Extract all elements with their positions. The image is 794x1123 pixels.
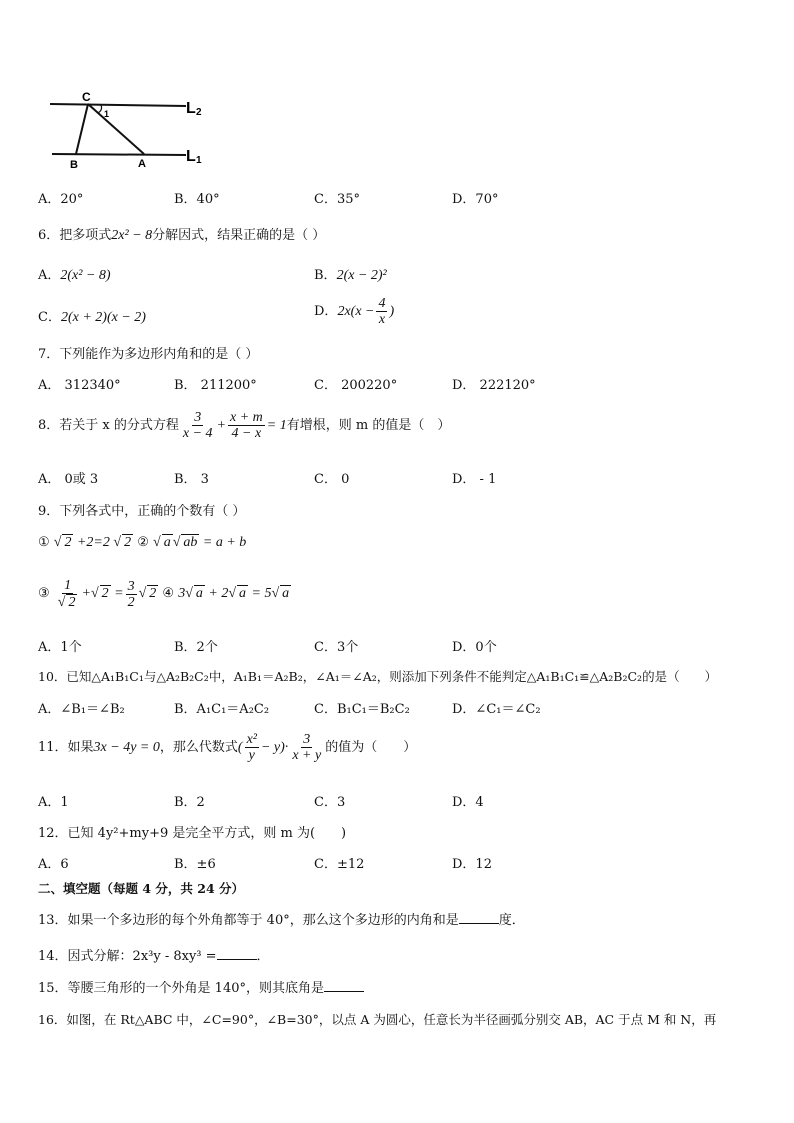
q11-option-a[interactable]: A．1 <box>38 795 69 810</box>
segment-ca <box>88 104 144 154</box>
q13-stem-pre: 13．如果一个多边形的每个外角都等于 40°，那么这个多边形的内角和是 <box>38 913 459 928</box>
q6-option-a-label: A． <box>38 268 61 283</box>
q8-fraction-1-denominator: x − 4 <box>182 426 213 441</box>
q9-item-3-fraction <box>56 578 80 610</box>
q11-minus-y: − y)· <box>260 740 289 755</box>
q8-option-a[interactable]: A． 0或 3 <box>38 472 99 487</box>
q12-stem: 12．已知 4y²+my+9 是完全平方式，则 m 为( ) <box>38 826 347 841</box>
q11-stem-post: 的值为（ ） <box>325 740 417 755</box>
q11-fraction-2-denominator: x + y <box>292 748 322 763</box>
q9-item-1-expr: √ 2 +2=2 √ 2 <box>53 535 132 550</box>
label-angle-1: 1 <box>104 109 110 119</box>
q9-item-3-denominator-radicand: 2 <box>68 595 76 610</box>
q11-fraction-2-numerator: 3 <box>303 732 311 747</box>
q6-option-c-expr: 2(x + 2)(x − 2) <box>60 310 146 325</box>
q14-stem-post: ． <box>256 949 270 964</box>
q14-answer-blank[interactable] <box>217 947 257 960</box>
q6-option-d-fraction <box>376 296 387 327</box>
q9-option-a[interactable]: A．1个 <box>38 640 82 655</box>
q6-option-d-numerator: 4 <box>378 296 386 311</box>
label-c: C <box>82 90 91 104</box>
q9-item-2-rhs: = a + b <box>202 535 247 550</box>
q6-option-d-denominator: x <box>378 312 386 327</box>
geometry-figure <box>40 86 220 174</box>
q15-stem-pre: 15．等腰三角形的一个外角是 140°，则其底角是 <box>38 981 324 996</box>
q11-stem-mid: ，那么代数式 <box>159 740 238 755</box>
q9-item-3-rhs-numerator: 3 <box>127 578 135 594</box>
q10-option-c[interactable]: C．B₁C₁＝B₂C₂ <box>314 702 410 717</box>
q9-stem: 9．下列各式中，正确的个数有（ ） <box>38 504 246 519</box>
q9-item-3-rhs-fraction <box>126 579 137 610</box>
q9-option-c[interactable]: C．3个 <box>314 640 359 655</box>
q9-item-1-middle: +2=2 <box>76 535 110 550</box>
q9-item-4-plus: + 2 <box>208 586 229 602</box>
q8-option-c[interactable]: C． 0 <box>314 472 350 487</box>
q9-item-3-numerator: 1 <box>64 578 72 593</box>
q16-stem: 16．如图，在 Rt△ABC 中，∠C=90°，∠B=30°，以点 A 为圆心，任意长为半径画弧分别交 AB，AC 于点 M 和 N，再 <box>38 1012 717 1027</box>
q8-plus: + <box>216 418 226 433</box>
label-l1-sub: 1 <box>196 155 202 166</box>
q10-option-a[interactable]: A．∠B₁＝∠B₂ <box>38 702 125 717</box>
q6-option-b-expr: 2(x − 2)² <box>336 268 387 283</box>
segment-cb <box>76 104 88 154</box>
q9-item-4-expr: 3√ a + 2√ a = 5√ a <box>178 586 290 602</box>
q8-stem <box>38 410 450 441</box>
q11-condition: 3x − 4y = 0 <box>93 740 160 755</box>
q8-equals: = 1 <box>266 418 287 433</box>
q6-polynomial: 2x² − 8 <box>111 228 153 243</box>
q6-option-b-label: B． <box>314 268 337 283</box>
q8-fraction-2-numerator: x + m <box>230 410 263 425</box>
q5-option-d[interactable]: D．70° <box>452 192 499 207</box>
q8-stem-post: 有增根，则 m 的值是（ ） <box>286 418 451 433</box>
q9-item-3-rhs-denominator: 2 <box>127 594 135 610</box>
q9-item-4-equals: = 5 <box>251 586 272 602</box>
q6-option-d[interactable] <box>314 296 394 327</box>
q5-option-b[interactable]: B．40° <box>174 192 220 207</box>
q14-stem <box>38 945 270 964</box>
q14-stem-pre: 14．因式分解：2x³y - 8xy³ = <box>38 949 217 964</box>
q7-option-b[interactable]: B． 211200° <box>174 378 257 393</box>
q9-item-2-radicand-b: ab <box>183 535 198 550</box>
q9-item-3-expr: $\frac{1}{√ 2}$ +√ 2 = $\frac{3}{2}$ √ 2 <box>57 578 157 610</box>
q8-stem-pre: 8．若关于 x 的分式方程 <box>38 418 179 433</box>
q9-item-4-radicand-2: a <box>239 586 247 602</box>
q6-option-d-post: ) <box>389 304 395 319</box>
q6-stem-post: 分解因式，结果正确的是（ ） <box>152 228 326 243</box>
q11-option-b[interactable]: B．2 <box>174 795 205 810</box>
q11-option-d[interactable]: D．4 <box>452 795 484 810</box>
q11-stem <box>38 732 416 763</box>
section-2-heading: 二、填空题（每题 4 分，共 24 分） <box>38 881 245 896</box>
q6-option-b[interactable] <box>314 264 387 284</box>
q15-stem <box>38 977 364 996</box>
q9-item-1-mark: ① <box>38 535 50 550</box>
q11-fraction-1 <box>245 732 259 763</box>
q9-item-3-rhs-radicand: 2 <box>149 586 157 602</box>
q7-option-d[interactable]: D． 222120° <box>452 378 536 393</box>
q9-item-4-radicand-1: a <box>195 586 203 602</box>
q10-stem: 10．已知△A₁B₁C₁与△A₂B₂C₂中，A₁B₁＝A₂B₂，∠A₁＝∠A₂，则添加下列条件不能判定△A₁B₁C₁≌△A₂B₂C₂的是（ ） <box>38 669 718 684</box>
q12-option-d[interactable]: D．12 <box>452 857 492 872</box>
q9-item-4-radicand-3: a <box>282 586 290 602</box>
q11-stem-pre: 11．如果 <box>38 740 94 755</box>
q9-items-1-2 <box>38 534 246 551</box>
q7-stem: 7．下列能作为多边形内角和的是（ ） <box>38 347 259 362</box>
q9-option-d[interactable]: D．0个 <box>452 640 497 655</box>
line-l2 <box>50 104 186 106</box>
q9-item-1-radicand-a: 2 <box>64 535 72 550</box>
q5-option-c[interactable]: C．35° <box>314 192 360 207</box>
q11-fraction-1-numerator: x² <box>246 732 257 747</box>
q7-option-c[interactable]: C． 200220° <box>314 378 398 393</box>
q13-stem <box>38 909 525 928</box>
q9-option-b[interactable]: B．2个 <box>174 640 218 655</box>
q6-stem <box>38 224 325 244</box>
q6-option-c[interactable] <box>38 306 146 326</box>
q13-answer-blank[interactable] <box>459 911 499 924</box>
q12-option-a[interactable]: A．6 <box>38 857 69 872</box>
q6-stem-pre: 把多项式 <box>59 228 112 243</box>
label-l2: L <box>186 100 196 117</box>
q9-item-3-denominator: √ 2 <box>57 595 76 610</box>
q5-option-a[interactable]: A．20° <box>38 192 84 207</box>
line-l1 <box>52 154 186 155</box>
q9-item-4-mark: ④ <box>162 586 175 602</box>
q11-option-c[interactable]: C．3 <box>314 795 346 810</box>
label-a: A <box>138 158 146 170</box>
q10-option-d[interactable]: D．∠C₁＝∠C₂ <box>452 702 541 717</box>
q12-option-c[interactable]: C．±12 <box>314 857 365 872</box>
q8-fraction-2-denominator: 4 − x <box>231 426 262 441</box>
q8-fraction-2 <box>228 410 265 441</box>
q11-fraction-1-denominator: y <box>248 748 255 763</box>
q9-item-4-coef: 3 <box>178 586 186 602</box>
q9-item-2-radicand-a: a <box>163 535 171 550</box>
q6-number: 6． <box>38 228 60 243</box>
label-l1: L <box>186 148 196 165</box>
q6-option-d-pre: 2x(x − <box>337 304 375 319</box>
label-b: B <box>70 159 78 171</box>
q6-option-c-label: C． <box>38 310 61 325</box>
q9-item-1-radicand-b: 2 <box>124 535 132 550</box>
q9-item-3-equals: = <box>114 586 124 602</box>
q8-option-d[interactable]: D． - 1 <box>452 472 497 487</box>
q9-item-2-mark: ② <box>137 535 149 550</box>
q15-answer-blank[interactable] <box>324 979 364 992</box>
q11-open-paren: ( <box>237 740 243 755</box>
q9-items-3-4 <box>38 578 291 610</box>
q6-option-a-expr: 2(x² − 8) <box>60 268 111 283</box>
q6-option-a[interactable] <box>38 264 111 284</box>
q6-option-d-label: D． <box>314 304 338 319</box>
q9-item-3-radicand: 2 <box>101 586 109 602</box>
q13-stem-post: 度． <box>498 913 525 928</box>
q8-fraction-1-numerator: 3 <box>194 410 202 425</box>
q7-option-a[interactable]: A． 312340° <box>38 378 121 393</box>
q8-fraction-1 <box>181 410 215 441</box>
q9-item-3-mark: ③ <box>38 586 50 602</box>
angle-1-arc <box>98 105 102 113</box>
q9-item-3-plus: + <box>81 586 91 602</box>
q8-option-b[interactable]: B． 3 <box>174 472 209 487</box>
q11-fraction-2 <box>290 732 323 763</box>
q9-item-2-expr: √ a √ ab = a + b <box>153 535 247 550</box>
q12-option-b[interactable]: B．±6 <box>174 857 216 872</box>
label-l2-sub: 2 <box>196 107 202 118</box>
q10-option-b[interactable]: B．A₁C₁＝A₂C₂ <box>174 702 270 717</box>
